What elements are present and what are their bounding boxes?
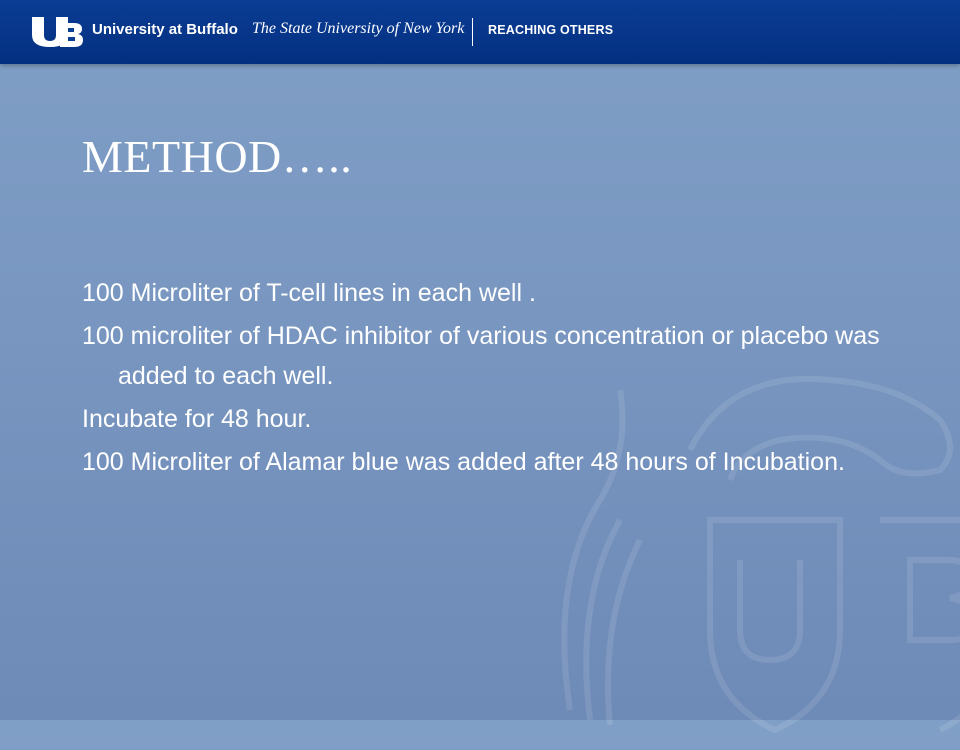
bullet-list: [82, 272, 902, 484]
ub-logo-icon: [30, 15, 84, 49]
bullet-item: 100 microliter of HDAC inhibitor of various concentration or placebo was added to each well.: [82, 322, 880, 390]
bullet-item: 100 Microliter of T-cell lines in each well .: [82, 279, 536, 307]
header-bar: [0, 0, 960, 64]
tagline: REACHING OTHERS: [488, 23, 614, 37]
university-name: University at Buffalo: [92, 21, 238, 38]
header-divider: [472, 18, 473, 46]
university-system: The State University of New York: [252, 20, 465, 37]
bullet-item: Incubate for 48 hour.: [82, 405, 312, 433]
slide-title: METHOD…..: [82, 131, 353, 182]
bullet-item: 100 Microliter of Alamar blue was added after 48 hours of Incubation.: [82, 448, 845, 476]
